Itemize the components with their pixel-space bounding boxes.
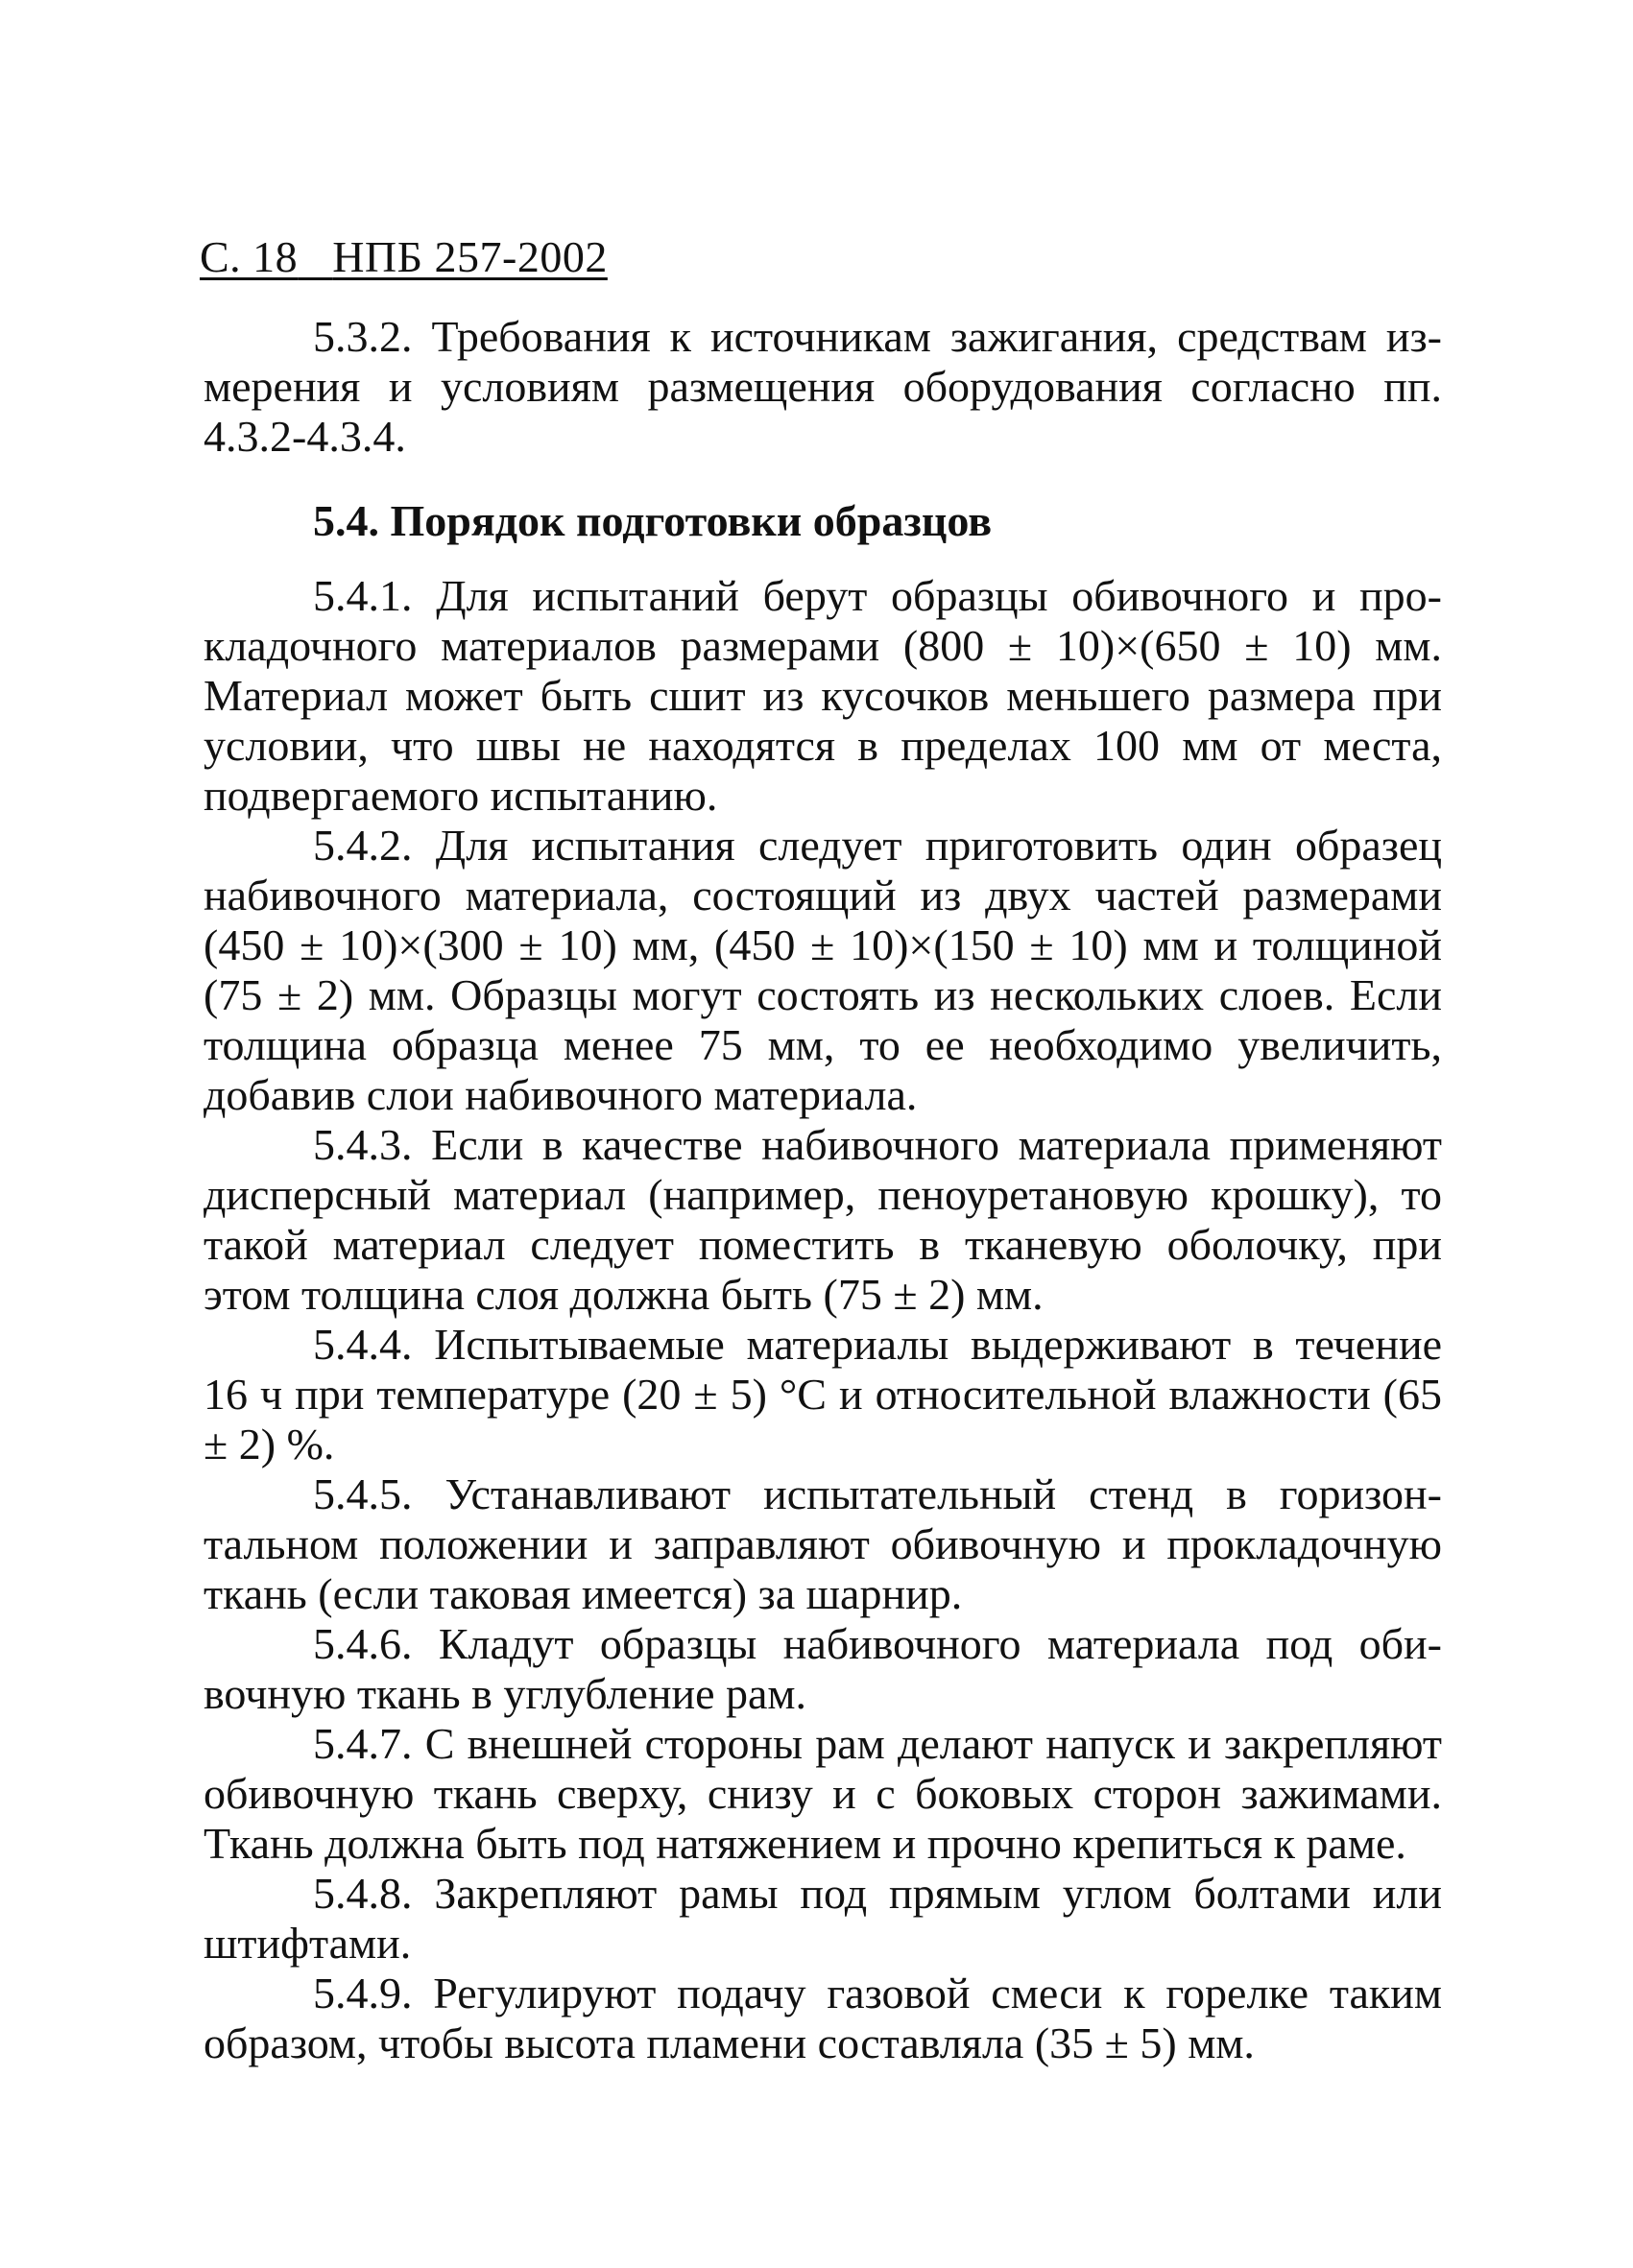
page-content bbox=[204, 312, 1442, 2068]
paragraph-5-4-2: 5.4.2. Для испытания следует приготовить один образец набивочного материала, состоящий из двух частей размерами (450 ± 10)×(300 ± 10) мм, (450 ± 10)×(150 ± 10) мм и толщиной (75 ± 2) мм. Образцы могут состоять из нескольких слоев. Если толщина образца менее 75 мм, то ее необходимо увеличить, добавив слои набивочного материала. bbox=[204, 821, 1442, 1119]
section-title: 5.4. Порядок подготовки образцов bbox=[313, 496, 993, 545]
paragraph-5-4-5: 5.4.5. Устанавливают испытательный стенд в горизонтальном положении и заправляют обивочную и прокладочную ткань (если таковая имеется) за шарнир. bbox=[204, 1469, 1442, 1618]
paragraph-5-4-9: 5.4.9. Регулируют подачу газовой смеси к горелке таким образом, чтобы высота пламени составляла (35 ± 5) мм. bbox=[204, 1969, 1442, 2067]
paragraph-5-4-4: 5.4.4. Испытываемые материалы выдерживают в течение 16 ч при температуре (20 ± 5) °С и относительной влажности (65 ± 2) %. bbox=[204, 1320, 1442, 1468]
page-header bbox=[200, 230, 608, 284]
paragraph-5-4-7: 5.4.7. С внешней стороны рам делают напуск и закрепляют обивочную ткань сверху, снизу и с боковых сторон зажимами. Ткань должна быть под натяжением и прочно крепиться к раме. bbox=[204, 1719, 1442, 1868]
paragraph-5-4-6: 5.4.6. Кладут образцы набивочного материала под обивочную ткань в углубление рам. bbox=[204, 1619, 1442, 1718]
paragraph-5-4-8: 5.4.8. Закрепляют рамы под прямым углом болтами или штифтами. bbox=[204, 1869, 1442, 1968]
paragraph-5-3-2: 5.3.2. Требования к источникам зажигания, средствам измерения и условиям размещения оборудования согласно пп. 4.3.2-4.3.4. bbox=[204, 312, 1442, 461]
paragraph-5-4-3: 5.4.3. Если в качестве набивочного материала применяют дисперсный материал (например, пеноуретановую крошку), то такой материал следует поместить в тканевую оболочку, при этом толщина слоя должна быть (75 ± 2) мм. bbox=[204, 1120, 1442, 1319]
page-number: С. 18 bbox=[200, 232, 299, 281]
paragraph-5-4-1: 5.4.1. Для испытаний берут образцы обивочного и прокладочного материалов размерами (800 ± 10)×(650 ± 10) мм. Материал может быть сшит из кусочков меньшего размера при условии, что швы не находятся в пределах 100 мм от места, подвергаемого испытанию. bbox=[204, 571, 1442, 820]
document-code: НПБ 257-2002 bbox=[332, 232, 608, 281]
